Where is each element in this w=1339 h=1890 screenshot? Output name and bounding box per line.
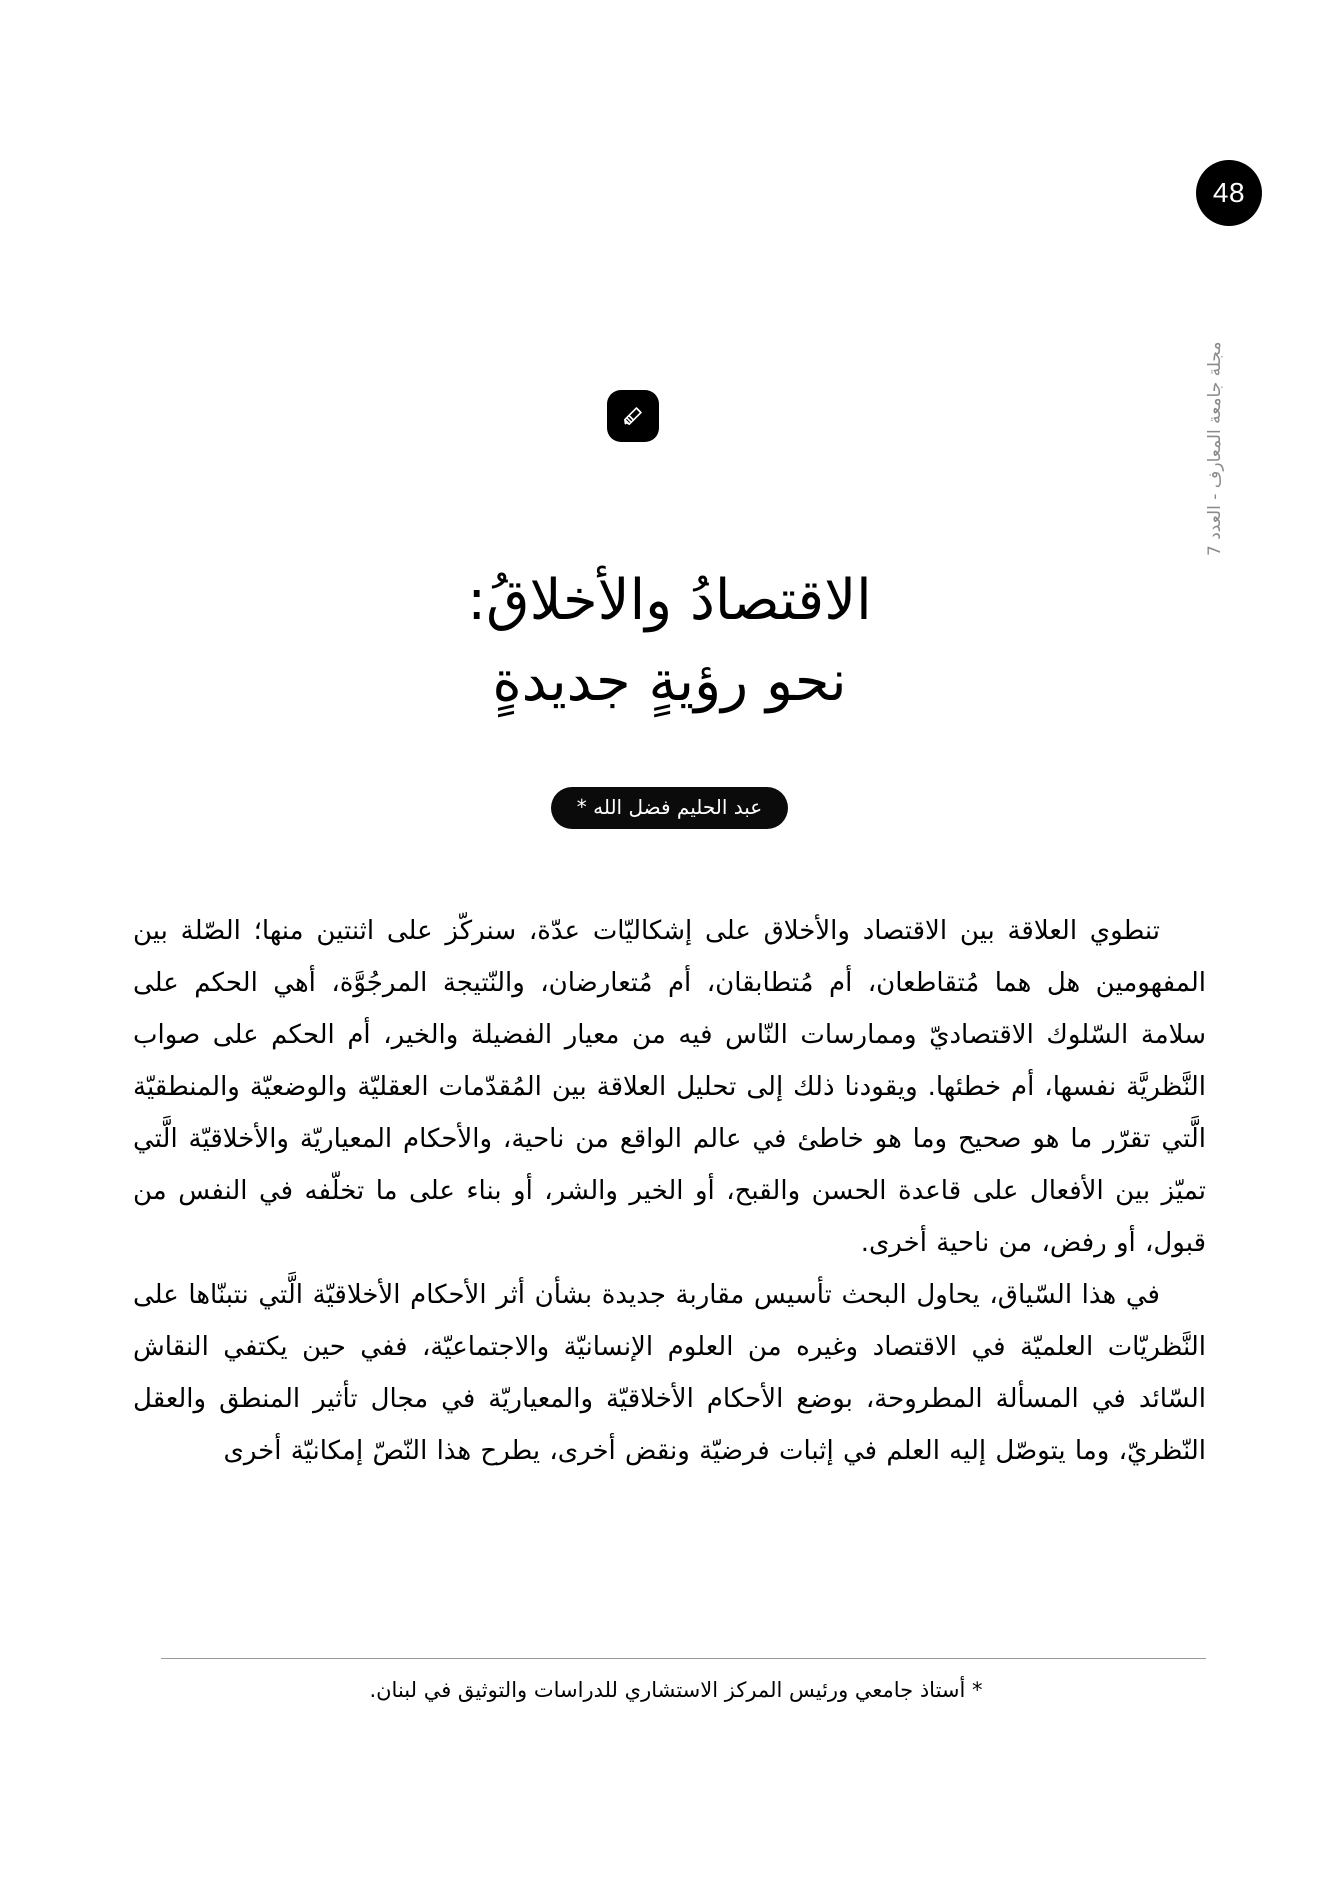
paragraph: تنطوي العلاقة بين الاقتصاد والأخلاق على إشكاليّات عدّة، سنركّز على اثنتين منها؛ الصّلة بين المفهومين هل هما مُتقاطعان، أم مُتطابقان، أم مُتعارضان، والنّتيجة المرجُوَّة، أهي الحكم على سلامة السّلوك الاقتصاديّ وممارسات النّاس فيه من معيار الفضيلة والخير، أم الحكم على صواب النَّظريَّة نفسها، أم خطئها. ويقودنا ذلك إلى تحليل العلاقة بين المُقدّمات العقليّة والوضعيّة والمنطقيّة الَّتي تقرّر ما هو صحيح وما هو خاطئ في عالم الواقع من ناحية، والأحكام المعياريّة والأخلاقيّة الَّتي تميّز بين الأفعال على قاعدة الحسن والقبح، أو الخير والشر، أو بناء على ما تخلّفه في النفس من قبول، أو رفض، من ناحية أخرى. (133, 916, 1206, 1258)
pencil-icon (607, 390, 659, 442)
footnote-area (146, 1658, 1206, 1707)
footnote-text: * أستاذ جامعي ورئيس المركز الاستشاري للدراسات والتوثيق في لبنان. (369, 1678, 983, 1702)
paragraph: في هذا السّياق، يحاول البحث تأسيس مقاربة جديدة بشأن أثر الأحكام الأخلاقيّة الَّتي نتبنّاها على النَّظريّات العلميّة في الاقتصاد وغيره من العلوم الإنسانيّة والاجتماعيّة، ففي حين يكتفي النقاش السّائد في المسألة المطروحة، بوضع الأحكام الأخلاقيّة والمعياريّة في مجال تأثير المنطق والعقل النّظريّ، وما يتوصّل إليه العلم في إثبات فرضيّة ونقض أخرى، يطرح هذا النّصّ إمكانيّة أخرى (133, 1280, 1206, 1466)
running-head-vertical: مجلة جامعة المعارف - العدد 7 (1205, 341, 1225, 556)
author-badge: عبد الحليم فضل الله * (551, 787, 788, 829)
title-line-2: نحو رؤيةٍ جديدةٍ (492, 649, 847, 715)
title-block (0, 560, 1339, 722)
page-title (0, 560, 1339, 722)
author-row (0, 787, 1339, 829)
page-number-badge: 48 (1196, 160, 1262, 226)
footnote-separator (161, 1658, 1206, 1659)
body-text (133, 905, 1206, 1477)
title-line-1: الاقتصادُ والأخلاقُ: (467, 568, 872, 633)
